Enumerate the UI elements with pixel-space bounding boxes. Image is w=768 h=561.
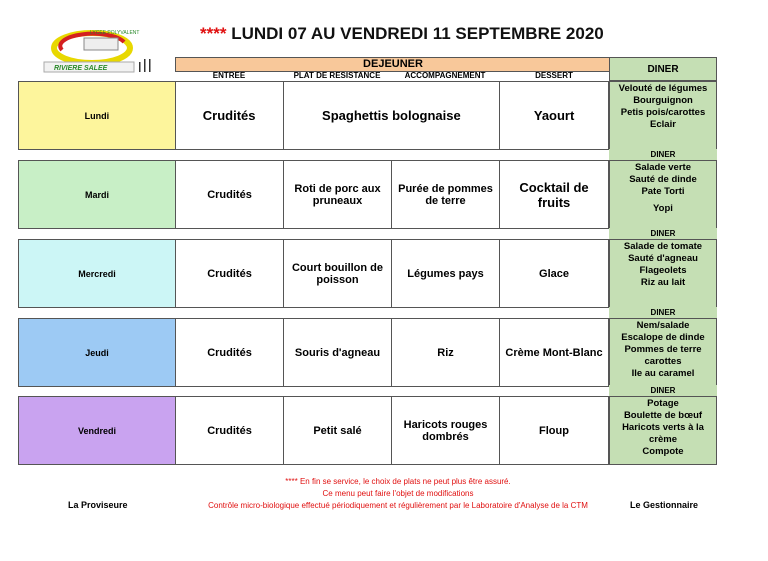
signature-proviseure: La Proviseure [68,500,128,510]
entree-cell: Crudités [176,161,284,228]
footer-note-1: **** En fin se service, le choix de plats ne peut plus être assuré. [285,477,511,486]
diner-item: Petis pois/carottes [620,107,706,118]
svg-text:LYCEE POLYVALENT: LYCEE POLYVALENT [90,30,140,36]
plat-cell: Roti de porc aux pruneaux [284,161,392,228]
diner-cell [609,239,717,308]
footer-note-3: Contrôle micro-biologique effectué périodiquement et régulièrement par le Laboratoire d'Analyse de la CTM [208,501,588,510]
diner-item: Nem/salade [636,320,690,331]
entree-cell: Crudités [176,319,284,386]
day-label: Lundi [19,82,176,149]
diner-cell [609,160,717,229]
diner-label: DINER [609,307,717,318]
diner-cell [609,396,717,465]
diner-item: Sauté d'agneau [628,253,698,264]
diner-label: DINER [609,149,717,160]
dessert-cell: Glace [500,240,608,307]
diner-item: Potage [647,398,679,409]
diner-item: Escalope de dinde [621,332,705,343]
diner-item: Velouté de légumes [618,83,708,94]
svg-text:RIVIERE SALEE: RIVIERE SALEE [54,65,108,72]
diner-label: DINER [609,228,717,239]
diner-item: Yopi [653,203,673,214]
diner-cell [609,318,717,387]
diner-item: Haricots verts à la [622,422,704,433]
plat-cell: Souris d'agneau [284,319,392,386]
col-accompagnement: ACCOMPAGNEMENT [404,71,486,80]
plat-cell: Petit salé [284,397,392,464]
day-label: Vendredi [19,397,176,464]
col-dessert: DESSERT [535,71,573,80]
diner-item: crème [649,434,677,445]
diner-item: Boulette de bœuf [623,410,703,421]
diner-label: DINER [609,385,717,396]
dessert-cell: Cocktail de fruits [500,161,608,228]
dessert-cell: Yaourt [500,82,608,149]
diner-item: carottes [644,356,682,367]
title-text: LUNDI 07 AU VENDREDI 11 SEPTEMBRE 2020 [231,24,604,43]
plat-cell: Court bouillon de poisson [284,240,392,307]
diner-item: Salade verte [635,162,691,173]
diner-item: Ile au caramel [631,368,695,379]
menu-row-mercredi [18,239,609,308]
diner-cell [609,81,717,150]
day-label: Mardi [19,161,176,228]
col-entree: ENTREE [212,71,246,80]
dejeuner-header: DEJEUNER [175,57,611,72]
diner-item: Sauté de dinde [629,174,697,185]
dessert-cell: Crème Mont-Blanc [500,319,608,386]
accompagnement-cell: Haricots rouges dombrés [392,397,500,464]
accompagnement-cell: Légumes pays [392,240,500,307]
accompagnement-cell: Purée de pommes de terre [392,161,500,228]
day-label: Mercredi [19,240,176,307]
diner-item: Pate Torti [641,186,685,197]
diner-item: Flageolets [639,265,687,276]
entree-cell: Crudités [176,240,284,307]
diner-item: Bourguignon [633,95,693,106]
menu-row-lundi [18,81,609,150]
school-logo [40,26,155,76]
entree-cell: Crudités [176,82,284,149]
dessert-cell: Floup [500,397,608,464]
diner-item: Compote [642,446,684,457]
signature-gestionnaire: Le Gestionnaire [630,500,699,510]
diner-item: Eclair [650,119,676,130]
plat-cell: Spaghettis bolognaise [284,82,501,149]
diner-header: DINER [609,57,717,81]
menu-row-vendredi [18,396,609,465]
diner-item: Salade de tomate [623,241,703,252]
page-title [200,24,604,44]
col-plat: PLAT DE RESISTANCE [293,71,381,80]
menu-row-jeudi [18,318,609,387]
entree-cell: Crudités [176,397,284,464]
diner-item: Riz au lait [640,277,686,288]
menu-row-mardi [18,160,609,229]
diner-item: Pommes de terre [624,344,702,355]
footer-note-2: Ce menu peut faire l'objet de modifications [322,489,474,498]
day-label: Jeudi [19,319,176,386]
accompagnement-cell: Riz [392,319,500,386]
title-stars: **** [200,24,227,43]
